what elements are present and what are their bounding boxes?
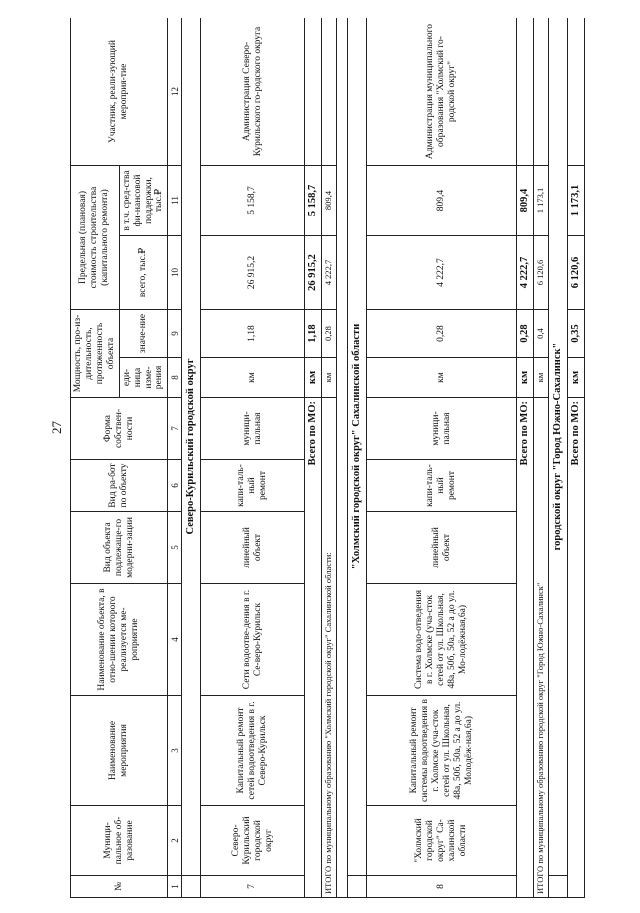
header-cost: Предельная (плановая) стоимость строительства (капитального ремонта)	[71, 166, 120, 310]
header-capacity: Мощность, про-из-дительность, протяженность объекта	[71, 310, 120, 398]
table-row	[367, 18, 517, 898]
subtotal-label: Всего по МО:	[568, 398, 585, 898]
header-mo: Муници-пальное об-разование	[71, 806, 168, 876]
subtotal-row	[568, 18, 585, 898]
page-number: 27	[49, 421, 64, 434]
rotated-page	[70, 18, 600, 898]
column-number: 6	[168, 460, 182, 512]
row-unit: км	[367, 358, 517, 398]
itogo-value: 0,28	[322, 310, 337, 358]
subtotal-label: Всего по МО:	[517, 398, 534, 898]
subtotal-support: 1 173,1	[568, 166, 585, 236]
header-object: Наименование объекта, в отно-шении которого реализуется ме-роприятие	[71, 584, 168, 696]
row-participant: Администрация Северо-Курильского го-родского округа	[201, 18, 305, 166]
row-mo: "Холмский городской округ" Са-халинской области	[367, 806, 517, 876]
row-measure: Капитальный ремонт сетей водоотведения в г. Северо-Курильск	[201, 696, 305, 806]
header-unit: еди-ница изме-рения	[119, 358, 168, 398]
row-object: Сети водоотве-дения в г. Се-веро-Курильск	[201, 584, 305, 696]
section-title: Северо-Курильский городской округ	[182, 18, 201, 876]
section-title: "Холмский городской округ" Сахалинской области	[348, 18, 367, 876]
itogo-label: ИТОГО по муниципальному образованию "Холмский городской округ" Сахалинской области:	[322, 398, 337, 898]
subtotal-unit: км	[568, 358, 585, 398]
header-ownership: Форма собствен-ности	[71, 398, 168, 460]
spacer-row	[337, 18, 348, 898]
itogo-total: 4 222,7	[322, 236, 337, 310]
row-mo: Северо-Курильский городской округ	[201, 806, 305, 876]
row-total: 26 915,2	[201, 236, 305, 310]
header-value: значе-ние	[119, 310, 168, 358]
column-number: 3	[168, 696, 182, 806]
row-measure: Капитальный ремонт системы водоотведения в г. Холмске (уча-сток сетей от ул. Школьная, 48а, 50б, 50а, 52 а до ул. Молодёж-ная,6а)	[367, 696, 517, 806]
header-col-number: №	[71, 876, 168, 898]
row-unit: км	[201, 358, 305, 398]
header-row-1	[71, 18, 120, 898]
section-title: городской округ "Город Южно-Сахалинск"	[549, 18, 568, 876]
column-number: 5	[168, 512, 182, 584]
row-total: 4 222,7	[367, 236, 517, 310]
subtotal-support: 809,4	[517, 166, 534, 236]
column-number: 2	[168, 806, 182, 876]
header-total: всего, тыс.₽	[119, 236, 168, 310]
row-support: 809,4	[367, 166, 517, 236]
subtotal-value: 0,35	[568, 310, 585, 358]
row-number: 8	[367, 876, 517, 898]
column-number: 4	[168, 584, 182, 696]
column-number: 11	[168, 166, 182, 236]
column-number: 1	[168, 876, 182, 898]
itogo-unit: км	[534, 358, 549, 398]
column-number: 8	[168, 358, 182, 398]
row-support: 5 158,7	[201, 166, 305, 236]
row-object: Система водо-отведения в г. Холмске (уча-сток сетей от ул. Школьная, 48а, 50б, 50а, 52 а до ул. Мо-лодёжная,6а)	[367, 584, 517, 696]
itogo-support: 1 173,1	[534, 166, 549, 236]
header-support: в т.ч. сред-ства фи-нансовой поддержки, тыс.₽	[119, 166, 168, 236]
header-participant: Участник, реали-зующий мероприя-тие	[71, 18, 168, 166]
column-number: 9	[168, 310, 182, 358]
subtotal-support: 5 158,7	[305, 166, 322, 236]
subtotal-unit: км	[517, 358, 534, 398]
subtotal-value: 0,28	[517, 310, 534, 358]
row-ownership: муници-пальная	[367, 398, 517, 460]
column-number: 10	[168, 236, 182, 310]
itogo-label: ИТОГО по муниципальному образованию городской округ "Город Южно-Сахалинск"	[534, 398, 549, 898]
table-row	[201, 18, 305, 898]
row-value: 1,18	[201, 310, 305, 358]
itogo-value: 0,4	[534, 310, 549, 358]
row-object-type: линейный объект	[367, 512, 517, 584]
row-ownership: муници-пальная	[201, 398, 305, 460]
itogo-row	[322, 18, 337, 898]
subtotal-total: 26 915,2	[305, 236, 322, 310]
rotated-table-container	[70, 18, 600, 898]
header-measure: Наименование мероприятия	[71, 696, 168, 806]
row-value: 0,28	[367, 310, 517, 358]
column-numbers-row	[168, 18, 182, 898]
subtotal-total: 6 120,6	[568, 236, 585, 310]
section-title-row	[348, 18, 367, 898]
itogo-unit: км	[322, 358, 337, 398]
section-title-row	[549, 18, 568, 898]
header-object-type: Вид объекта подлежаще-го модерни-зации	[71, 512, 168, 584]
subtotal-label: Всего по МО:	[305, 398, 322, 898]
column-number: 12	[168, 18, 182, 166]
investment-table	[70, 18, 585, 898]
subtotal-value: 1,18	[305, 310, 322, 358]
row-number: 7	[201, 876, 305, 898]
subtotal-row	[305, 18, 322, 898]
section-title-row	[182, 18, 201, 898]
row-participant: Администрация муниципального образования "Холмский го-родской округ"	[367, 18, 517, 166]
subtotal-unit: км	[305, 358, 322, 398]
subtotal-row	[517, 18, 534, 898]
subtotal-total: 4 222,7	[517, 236, 534, 310]
row-work-type: капи-таль-ный ремонт	[201, 460, 305, 512]
header-work-type: Вид ра-бот по объекту	[71, 460, 168, 512]
itogo-total: 6 120,6	[534, 236, 549, 310]
itogo-support: 809,4	[322, 166, 337, 236]
column-number: 7	[168, 398, 182, 460]
row-object-type: линейный объект	[201, 512, 305, 584]
itogo-row	[534, 18, 549, 898]
row-work-type: капи-таль-ный ремонт	[367, 460, 517, 512]
